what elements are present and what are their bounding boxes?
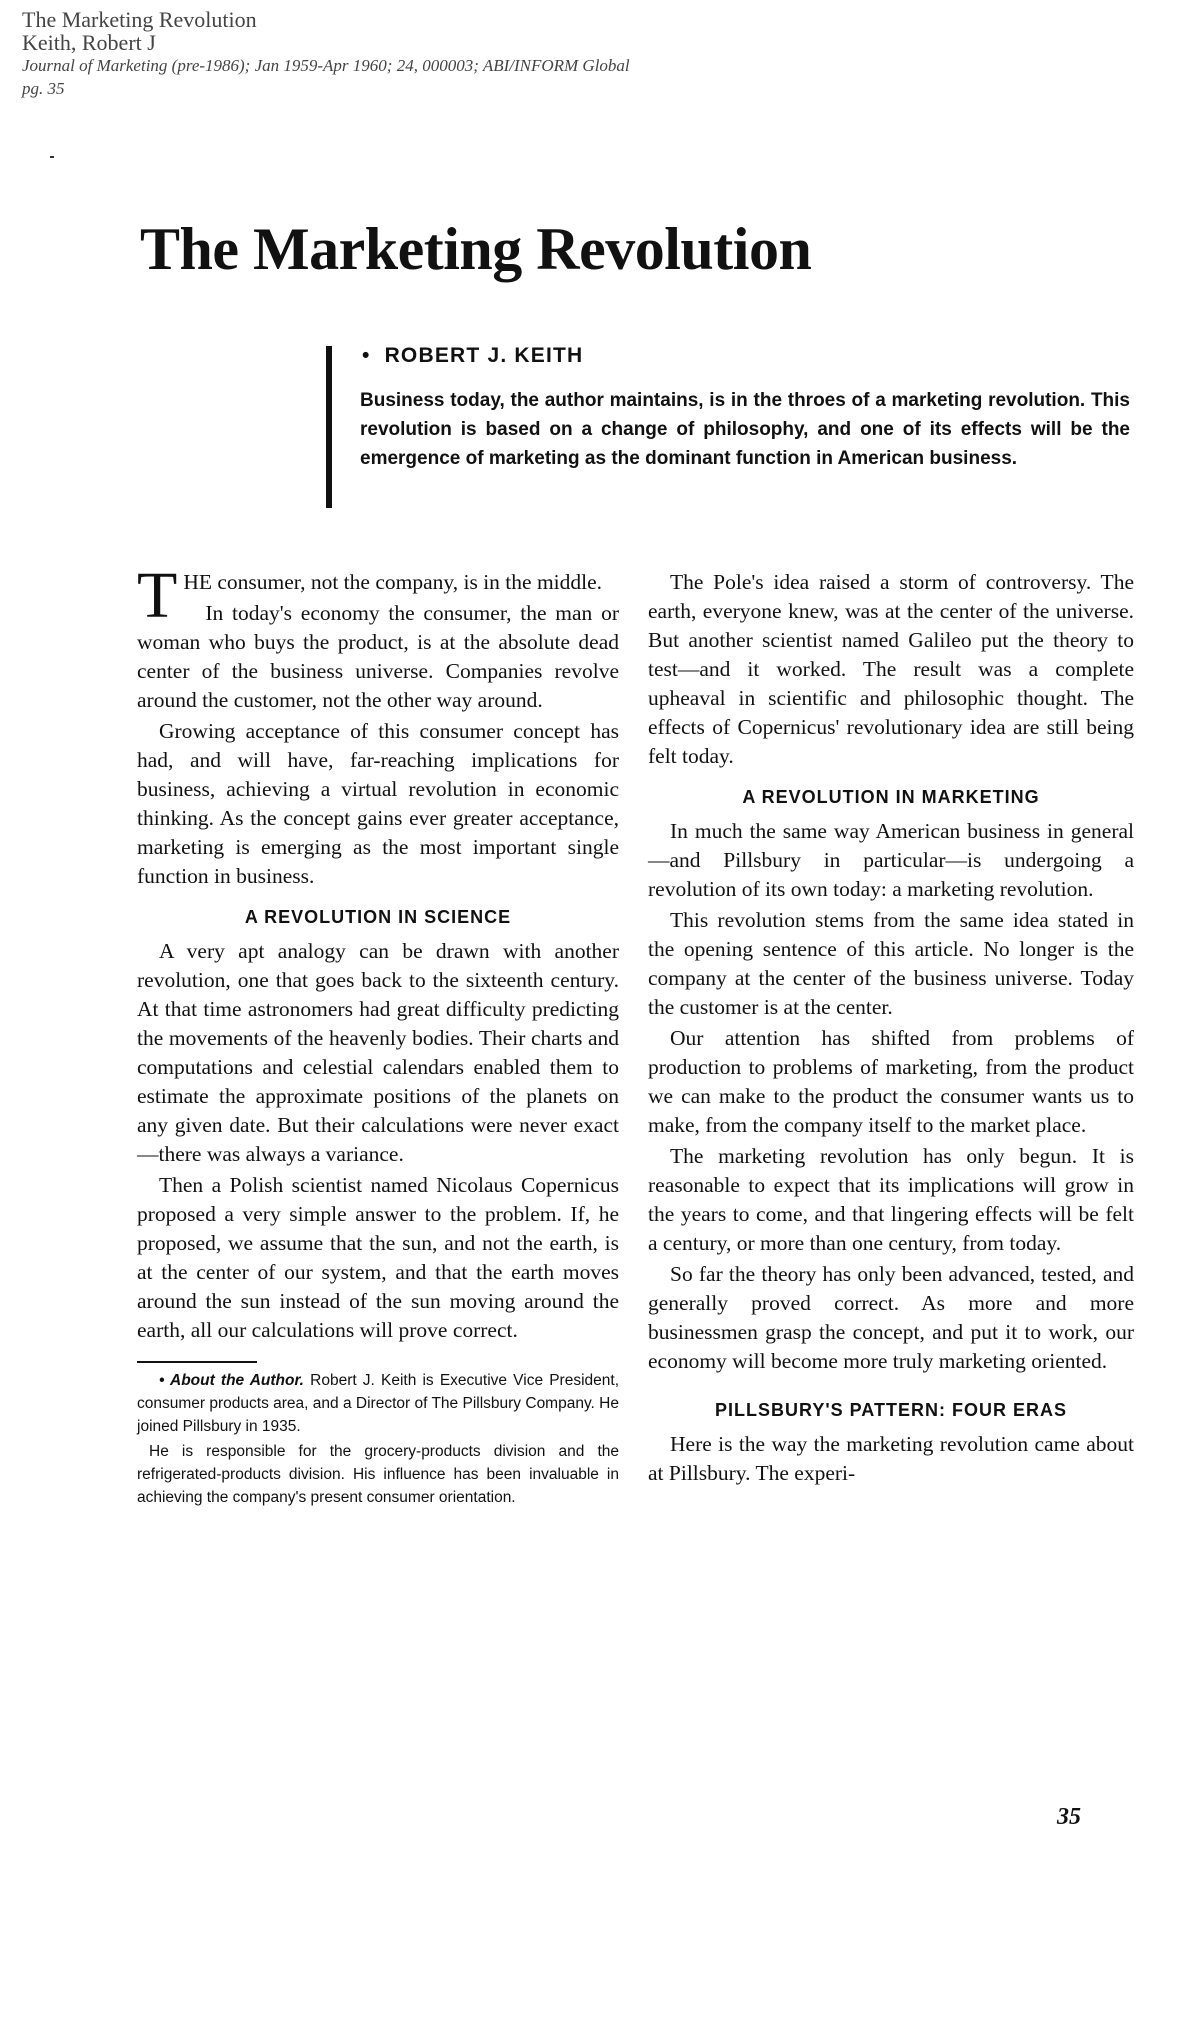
section-heading: PILLSBURY'S PATTERN: FOUR ERAS — [715, 1400, 1067, 1420]
article-title: The Marketing Revolution — [140, 216, 812, 282]
footnote-text: Robert J. Keith is Executive Vice President, consumer products area, and a Director of The Pillsbury Company. He joined Pillsbury in 1935. — [137, 1372, 619, 1435]
header-page: pg. 35 — [22, 79, 65, 98]
author-bullet: • — [362, 344, 371, 367]
abstract-rule — [326, 346, 332, 508]
left-column — [137, 559, 619, 1511]
paragraph — [137, 559, 619, 632]
paragraph: The Pole's idea raised a storm of controversy. The earth, everyone knew, was at the center of the universe. But another scientist named Galileo put the theory to test—and it worked. The result was a complete upheaval in scientific and philosophic thought. The effects of Copernicus' revolutionary idea are still being felt today. — [648, 570, 1134, 768]
paragraph: Here is the way the marketing revolution came about at Pillsbury. The experi- — [648, 1432, 1134, 1485]
database-header — [22, 8, 1122, 100]
paragraph: In today's economy the consumer, the man or woman who buys the product, is at the absolute dead center of the business universe. Companies revolve around the customer, not the other way around. — [137, 601, 619, 712]
paragraph: A very apt analogy can be drawn with another revolution, one that goes back to the sixteenth century. At that time astronomers had great difficulty predicting the movements of the heavenly bodies. Their charts and computations and celestial calendars enabled them to estimate the approximate positions of the planets on any given date. But their calculations were never exact—there was always a variance. — [137, 939, 619, 1166]
footnote-lead: • About the Author. — [159, 1372, 304, 1389]
paragraph: So far the theory has only been advanced, tested, and generally proved correct. As more and more businessmen grasp the concept, and put it to work, our economy will become more truly marketing oriented. — [648, 1262, 1134, 1373]
header-source: Journal of Marketing (pre-1986); Jan 1959-Apr 1960; 24, 000003; ABI/INFORM Global — [22, 56, 630, 75]
paragraph: Our attention has shifted from problems of production to problems of marketing, from the product we can make to the product the consumer wants us to make, from the company itself to the market place. — [648, 1026, 1134, 1137]
page-number: 35 — [1057, 1804, 1081, 1830]
section-heading: A REVOLUTION IN MARKETING — [742, 787, 1040, 807]
section-heading: A REVOLUTION IN SCIENCE — [244, 907, 512, 927]
author-name: ROBERT J. KEITH — [384, 344, 584, 367]
footnote-rule — [137, 1361, 257, 1363]
header-title: The Marketing Revolution — [22, 7, 257, 32]
author-line — [362, 344, 583, 368]
paragraph: Then a Polish scientist named Nicolaus Copernicus proposed a very simple answer to the problem. If, he proposed, we assume that the sun, and not the earth, is at the center of our system, and that the earth moves around the sun instead of the sun moving around the earth, all our calculations will prove correct. — [137, 1173, 619, 1342]
header-author: Keith, Robert J — [22, 30, 156, 55]
footnote — [137, 1369, 619, 1438]
abstract: Business today, the author maintains, is in the throes of a marketing revolution. This revolution is based on a change of philosophy, and one of its effects will be the emergence of marketing as the dominant function in American business. — [360, 390, 1130, 469]
paragraph-text: HE consumer, not the company, is in the middle. — [183, 570, 603, 594]
right-column — [648, 568, 1134, 1490]
footnote: He is responsible for the grocery-products division and the refrigerated-products division. His influence has been invaluable in achieving the company's present consumer orientation. — [137, 1443, 619, 1506]
scan-mark — [50, 156, 54, 158]
paragraph: Growing acceptance of this consumer concept has had, and will have, far-reaching implications for business, achieving a virtual revolution in economic thinking. As the concept gains ever greater acceptance, marketing is emerging as the most important single function in business. — [137, 719, 619, 888]
paragraph: The marketing revolution has only begun. It is reasonable to expect that its implications will grow in the years to come, and that lingering effects will be felt a century, or more than one century, from today. — [648, 1144, 1134, 1255]
paragraph: This revolution stems from the same idea stated in the opening sentence of this article. No longer is the company at the center of the business universe. Today the customer is at the center. — [648, 908, 1134, 1019]
drop-cap: T — [137, 559, 178, 632]
paragraph: In much the same way American business in general—and Pillsbury in particular—is undergoing a revolution of its own today: a marketing revolution. — [648, 819, 1134, 901]
